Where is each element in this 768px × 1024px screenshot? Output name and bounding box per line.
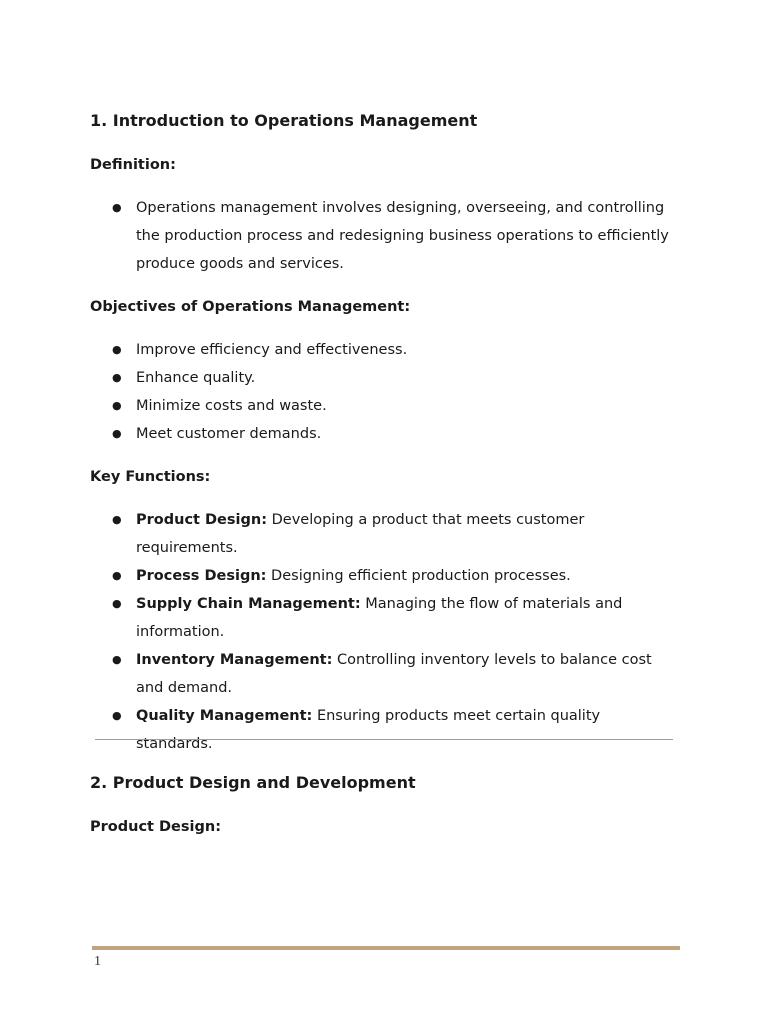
list-item (90, 590, 680, 646)
list-item-text: Meet customer demands. (136, 426, 322, 442)
bullet-icon: ● (112, 513, 122, 526)
bullet-icon: ● (112, 371, 122, 384)
list-item-text: Managing the flow of materials and information. (136, 596, 623, 640)
list-item-term: Process Design: (136, 568, 267, 584)
page-number: 1 (94, 954, 101, 969)
list-item (90, 506, 680, 562)
list-item-term: Supply Chain Management: (136, 596, 361, 612)
page-content-section-2 (90, 770, 680, 840)
bullet-icon: ● (112, 709, 122, 722)
list-item (90, 646, 680, 702)
list-item-text: Developing a product that meets customer requirements. (136, 512, 585, 556)
definition-list (90, 194, 680, 278)
objectives-list (90, 336, 680, 448)
list-item (90, 562, 680, 590)
list-item-term: Product Design: (136, 512, 267, 528)
list-item (90, 194, 680, 278)
bullet-icon: ● (112, 343, 122, 356)
list-item-text: Improve efficiency and effectiveness. (136, 342, 408, 358)
list-item (90, 420, 680, 448)
objectives-heading: Objectives of Operations Management: (90, 299, 411, 315)
definition-heading: Definition: (90, 157, 176, 173)
key-functions-heading: Key Functions: (90, 469, 211, 485)
list-item-term: Inventory Management: (136, 652, 333, 668)
list-item-text: Operations management involves designing, overseeing, and controlling the production process and redesigning business operations to efficiently produce goods and services. (136, 200, 669, 272)
list-item-text: Controlling inventory levels to balance cost and demand. (136, 652, 652, 696)
list-item (90, 702, 680, 758)
list-item (90, 392, 680, 420)
list-item-text: Enhance quality. (136, 370, 256, 386)
bullet-icon: ● (112, 653, 122, 666)
list-item-text: Ensuring products meet certain quality standards. (136, 708, 601, 752)
page-content (90, 108, 680, 758)
section-2-title: 2. Product Design and Development (90, 773, 416, 792)
list-item-text: Minimize costs and waste. (136, 398, 327, 414)
bullet-icon: ● (112, 597, 122, 610)
list-item-text: Designing efficient production processes. (266, 568, 571, 584)
list-item (90, 336, 680, 364)
key-functions-list (90, 506, 680, 758)
footer-rule (92, 946, 680, 950)
product-design-heading: Product Design: (90, 819, 221, 835)
bullet-icon: ● (112, 569, 122, 582)
bullet-icon: ● (112, 427, 122, 440)
list-item (90, 364, 680, 392)
section-1-title: 1. Introduction to Operations Management (90, 111, 478, 130)
section-divider (95, 739, 673, 740)
list-item-term: Quality Management: (136, 708, 313, 724)
bullet-icon: ● (112, 399, 122, 412)
bullet-icon: ● (112, 201, 122, 214)
